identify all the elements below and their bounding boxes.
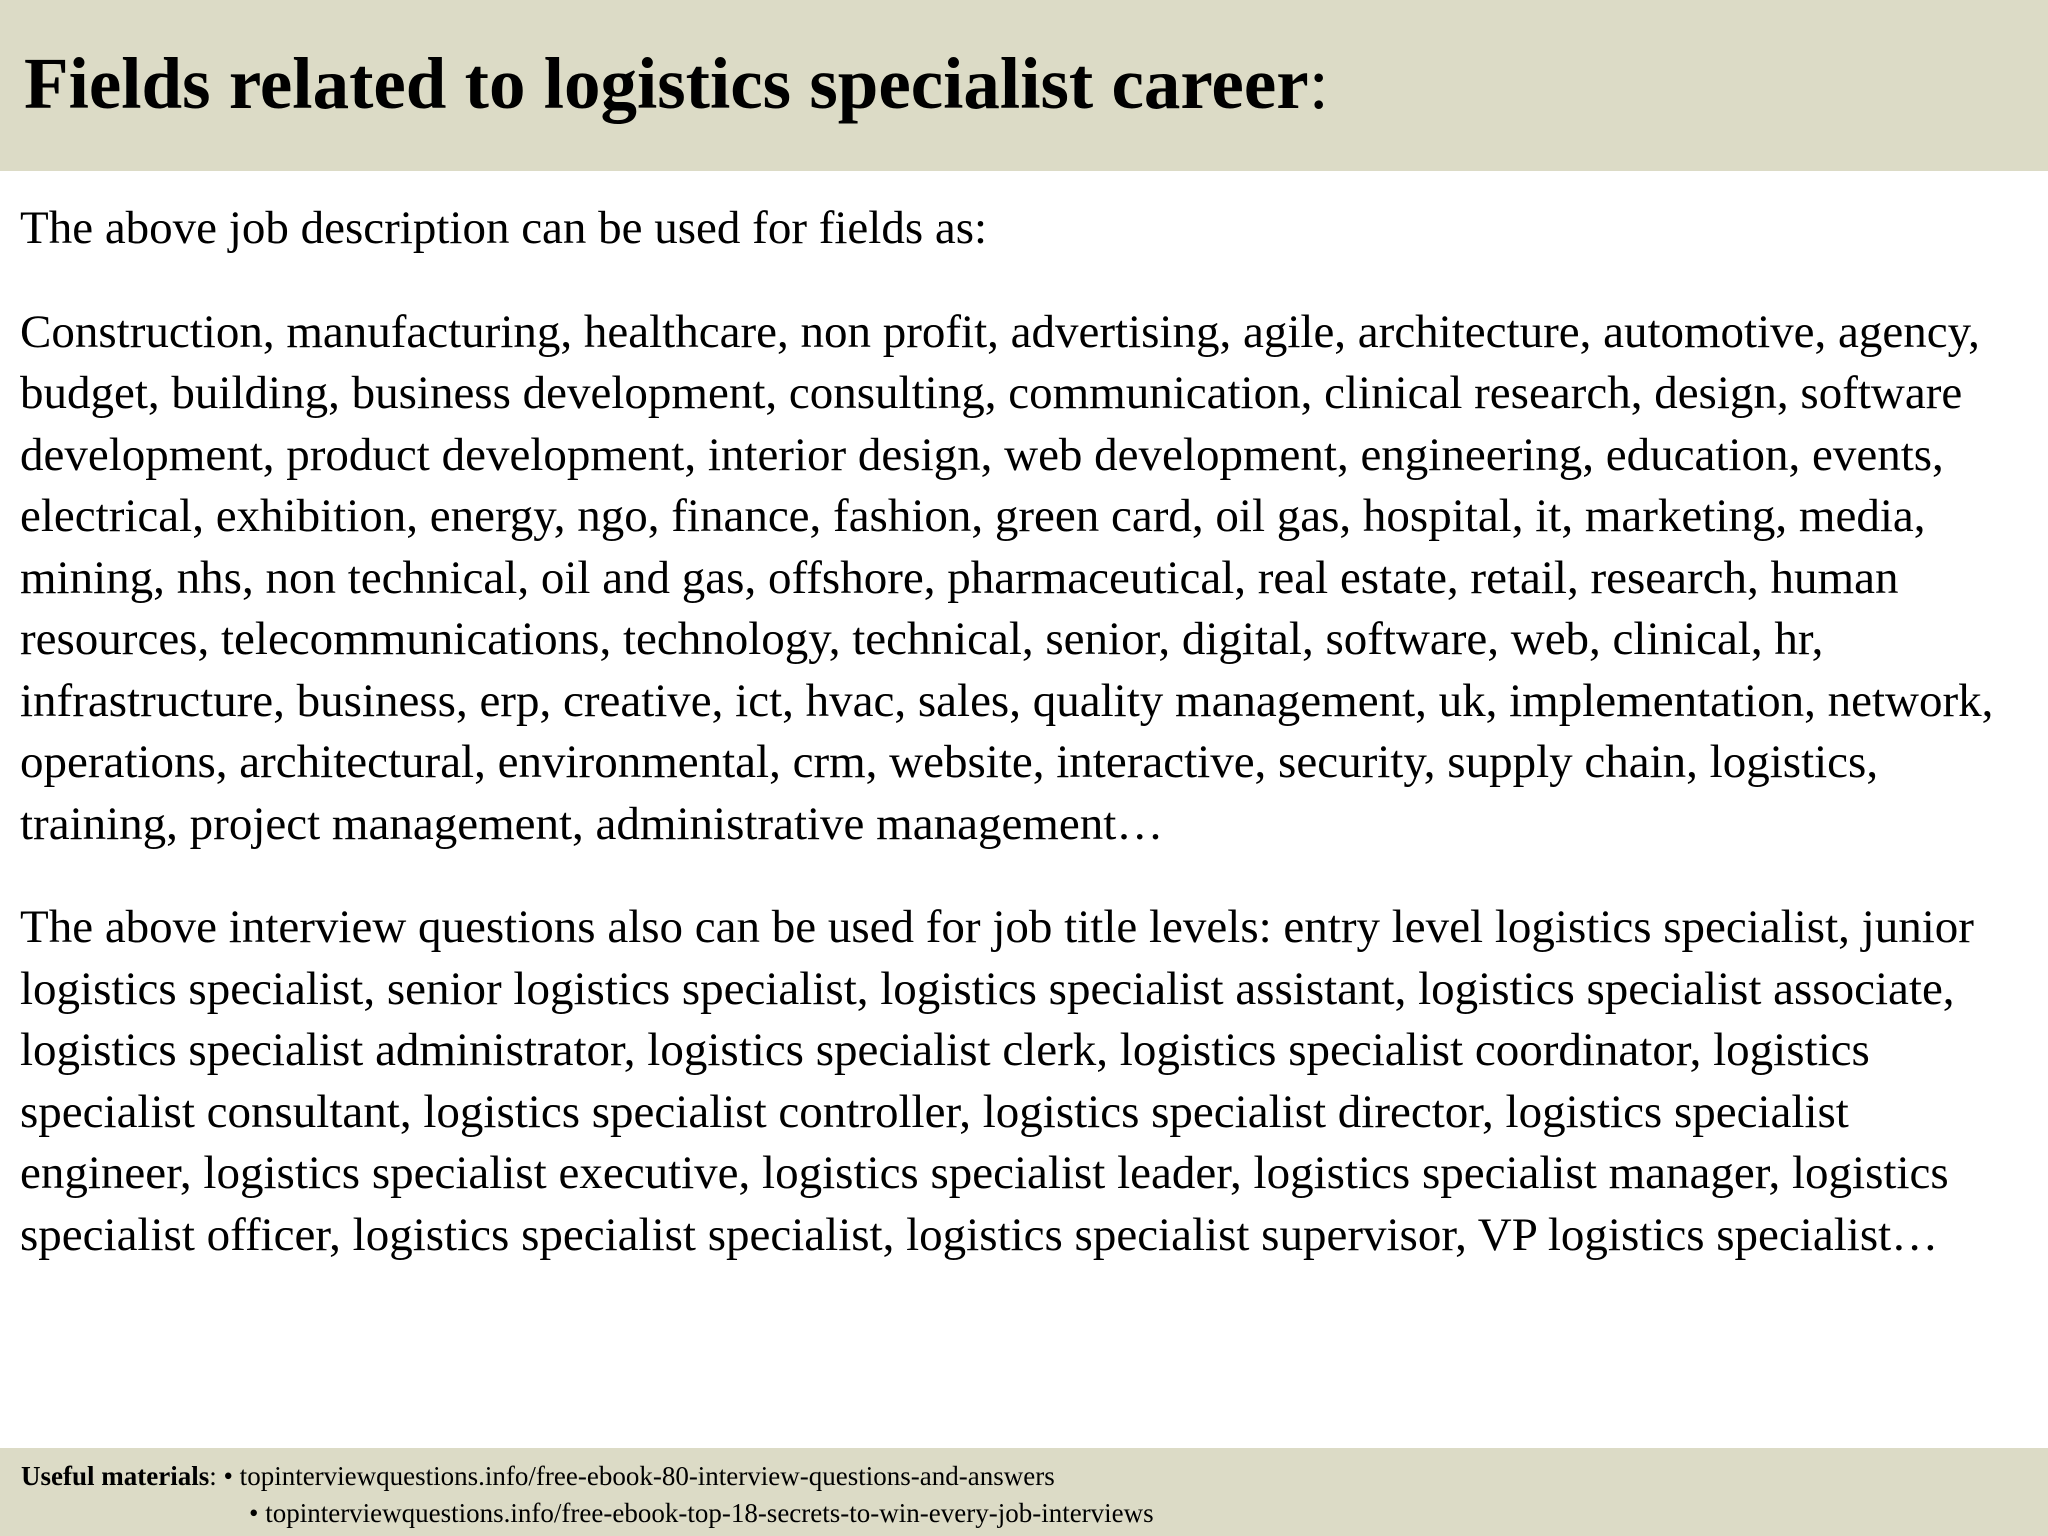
useful-materials	[21, 1458, 1154, 1532]
job-levels-paragraph: The above interview questions also can be used for job title levels: entry level logistics specialist, junior logistics specialist, senior logistics specialist, logistics specialist assistant, logistics specialist associate, logistics specialist administrator, logistics specialist clerk, logistics specialist coordinator, logistics specialist consultant, logistics specialist controller, logistics specialist director, logistics specialist engineer, logistics specialist executive, logistics specialist leader, logistics specialist manager, logistics specialist officer, logistics specialist specialist, logistics specialist supervisor, VP logistics specialist…	[20, 901, 1974, 1261]
footer-link-ebook-18-secrets[interactable]: • topinterviewquestions.info/free-ebook-top-18-secrets-to-win-every-job-interviews	[249, 1498, 1154, 1528]
useful-materials-row	[21, 1495, 1154, 1532]
useful-materials-row	[21, 1458, 1154, 1495]
slide-body	[20, 198, 2030, 1266]
fields-paragraph: Construction, manufacturing, healthcare, non profit, advertising, agile, architecture, automotive, agency, budget, building, business development, consulting, communication, clinical research, design, software development, product development, interior design, web development, engineering, education, events, electrical, exhibition, energy, ngo, finance, fashion, green card, oil gas, hospital, it, marketing, media, mining, nhs, non technical, oil and gas, offshore, pharmaceutical, real estate, retail, research, human resources, telecommunications, technology, technical, senior, digital, software, web, clinical, hr, infrastructure, business, erp, creative, ict, hvac, sales, quality management, uk, implementation, network, operations, architectural, environmental, crm, website, interactive, security, supply chain, logistics, training, project management, administrative management…	[20, 305, 1994, 850]
useful-materials-separator: :	[209, 1461, 224, 1491]
header-band	[0, 0, 2048, 171]
intro-paragraph: The above job description can be used for fields as:	[20, 202, 988, 254]
page-title-colon: :	[1308, 43, 1329, 124]
footer-link-ebook-80[interactable]: • topinterviewquestions.info/free-ebook-80-interview-questions-and-answers	[223, 1461, 1055, 1491]
page-title	[24, 40, 1329, 128]
useful-materials-label: Useful materials	[21, 1461, 210, 1491]
page-title-text: Fields related to logistics specialist career	[24, 43, 1309, 124]
footer-band	[0, 1448, 2048, 1536]
